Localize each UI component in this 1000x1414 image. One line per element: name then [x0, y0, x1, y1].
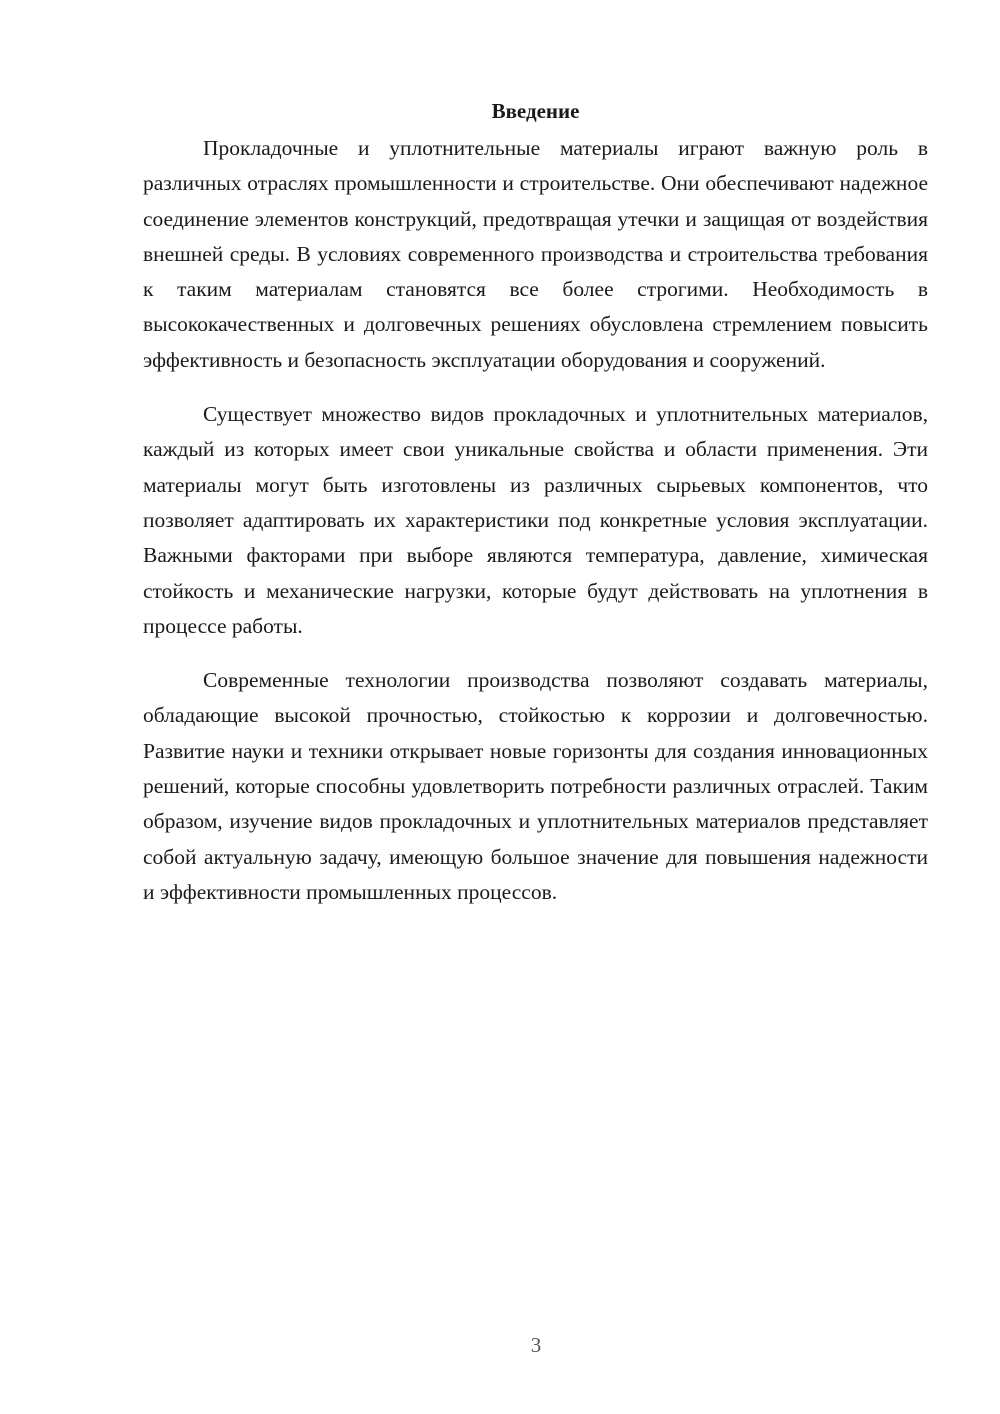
paragraph-1: Прокладочные и уплотнительные материалы играют важную роль в различных отраслях промышленности и строительстве. Они обеспечивают надежное соединение элементов конструкций, предотвращая утечки и защищая от воздействия внешней среды. В условиях современного производства и строительства требования к таким материалам становятся все более строгими. Необходимость в высококачественных и долговечных решениях обусловлена стремлением повысить эффективность и безопасность эксплуатации оборудования и сооружений.	[143, 136, 928, 372]
paragraph-3: Современные технологии производства позволяют создавать материалы, обладающие высокой прочностью, стойкостью к коррозии и долговечностью. Развитие науки и техники открывает новые горизонты для создания инновационных решений, которые способны удовлетворить потребности различных отраслей. Таким образом, изучение видов прокладочных и уплотнительных материалов представляет собой актуальную задачу, имеющую большое значение для повышения надежности и эффективности промышленных процессов.	[143, 668, 928, 904]
section-title: Введение	[491, 99, 580, 123]
paragraph-2: Существует множество видов прокладочных и уплотнительных материалов, каждый из которых имеет свои уникальные свойства и области применения. Эти материалы могут быть изготовлены из различных сырьевых компонентов, что позволяет адаптировать их характеристики под конкретные условия эксплуатации. Важными факторами при выборе являются температура, давление, химическая стойкость и механические нагрузки, которые будут действовать на уплотнения в процессе работы.	[143, 402, 928, 638]
page-number: 3	[530, 1333, 542, 1357]
page-content	[143, 96, 928, 929]
